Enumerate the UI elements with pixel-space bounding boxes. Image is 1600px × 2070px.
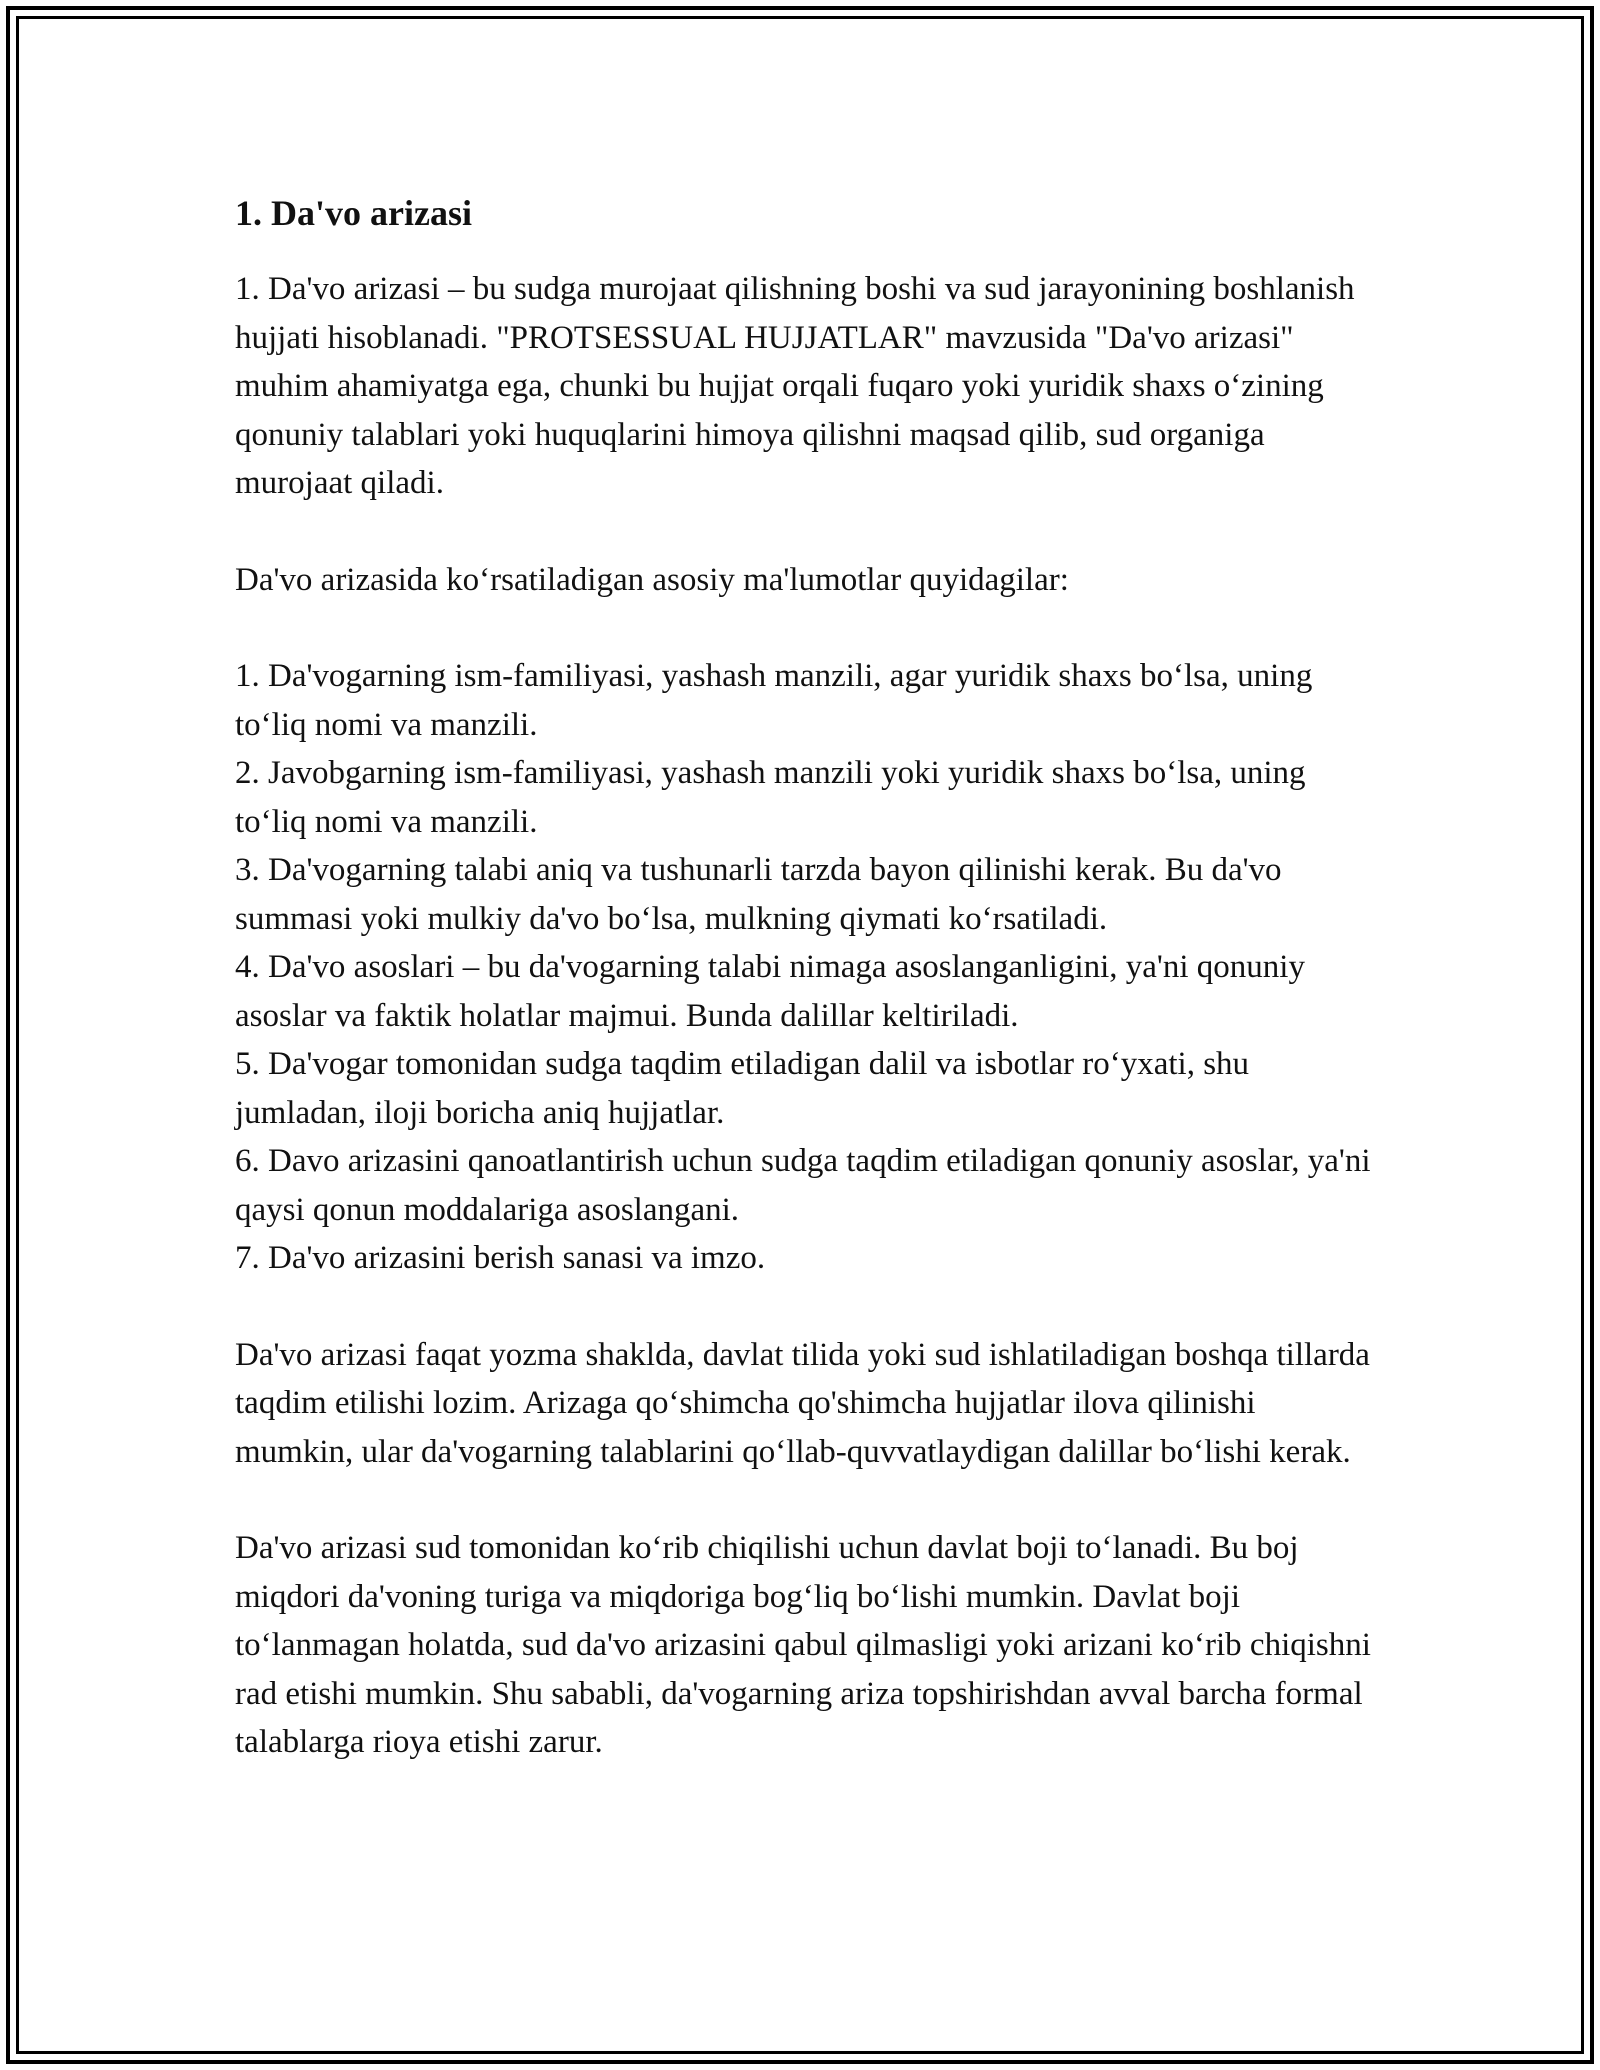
list-item: 1. Da'vogarning ism-familiyasi, yashash manzili, agar yuridik shaxs bo‘lsa, uning to‘liq nomi va manzili. — [235, 658, 1313, 743]
paragraph-intro: 1. Da'vo arizasi – bu sudga murojaat qilishning boshi va sud jarayonining boshlanish hujjati hisoblanadi. "PROTSESSUAL HUJJATLAR" mavzusida "Da'vo arizasi" muhim ahamiyatga ega, chunki bu hujjat orqali fuqaro yoki yuridik shaxs o‘zining qonuniy talablari yoki huquqlarini himoya qilishni maqsad qilib, sud organiga murojaat qiladi. — [235, 271, 1355, 501]
paragraph-form-requirements: Da'vo arizasi faqat yozma shaklda, davlat tilida yoki sud ishlatiladigan boshqa tillarda taqdim etilishi lozim. Arizaga qo‘shimcha qo'shimcha hujjatlar ilova qilinishi mumkin, ular da'vogarning talablarini qo‘llab-quvvatlaydigan dalillar bo‘lishi kerak. — [235, 1336, 1370, 1470]
list-item: 3. Da'vogarning talabi aniq va tushunarli tarzda bayon qilinishi kerak. Bu da'vo summasi yoki mulkiy da'vo bo‘lsa, mulkning qiymati ko‘rsatiladi. — [235, 852, 1282, 937]
list-item: 7. Da'vo arizasini berish sanasi va imzo. — [235, 1240, 766, 1276]
requirements-list — [235, 652, 1375, 1283]
list-item: 2. Javobgarning ism-familiyasi, yashash manzili yoki yuridik shaxs bo‘lsa, uning to‘liq nomi va manzili. — [235, 755, 1306, 840]
paragraph-list-intro: Da'vo arizasida ko‘rsatiladigan asosiy ma'lumotlar quyidagilar: — [235, 561, 1069, 598]
paragraph-state-fee: Da'vo arizasi sud tomonidan ko‘rib chiqilishi uchun davlat boji to‘lanadi. Bu boj miqdori da'voning turiga va miqdoriga bog‘liq bo‘lishi mumkin. Davlat boji to‘lanmagan holatda, sud da'vo arizasini qabul qilmasligi yoki arizani ko‘rib chiqishni rad etishi mumkin. Shu sababli, da'vogarning ariza topshirishdan avval barcha formal talablarga rioya etishi zarur. — [235, 1530, 1371, 1760]
list-item: 5. Da'vogar tomonidan sudga taqdim etiladigan dalil va isbotlar ro‘yxati, shu jumladan, iloji boricha aniq hujjatlar. — [235, 1046, 1250, 1131]
list-item: 4. Da'vo asoslari – bu da'vogarning talabi nimaga asoslanganligini, ya'ni qonuniy asoslar va faktik holatlar majmui. Bunda dalillar keltiriladi. — [235, 949, 1305, 1034]
document-heading: 1. Da'vo arizasi — [235, 193, 472, 233]
list-item: 6. Davo arizasini qanoatlantirish uchun sudga taqdim etiladigan qonuniy asoslar, ya'ni qaysi qonun moddalariga asoslangani. — [235, 1143, 1371, 1228]
document-body — [235, 185, 1375, 1815]
